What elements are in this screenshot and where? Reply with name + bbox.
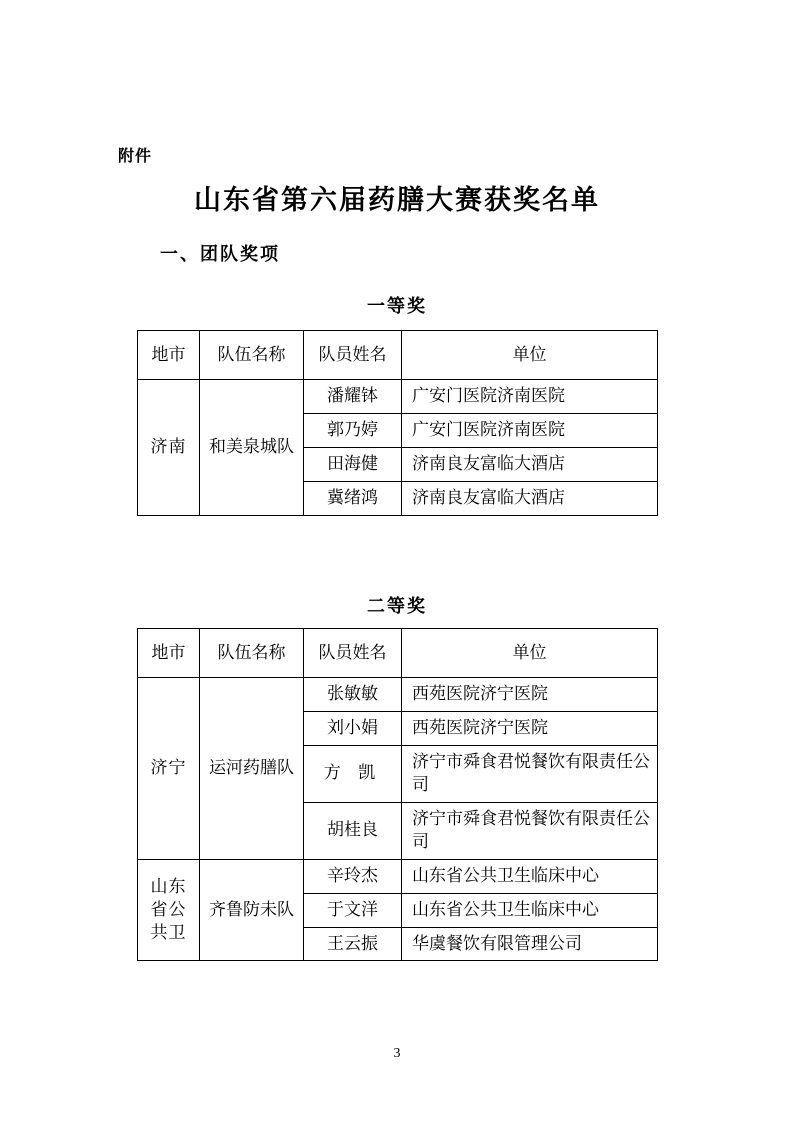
attachment-label: 附件 bbox=[118, 146, 153, 165]
cell-member: 田海健 bbox=[304, 447, 402, 481]
cell-unit: 华虞餐饮有限管理公司 bbox=[402, 927, 658, 961]
table-row bbox=[138, 678, 658, 712]
cell-member: 刘小娟 bbox=[304, 711, 402, 745]
section-heading: 一、团队奖项 bbox=[160, 244, 280, 265]
cell-unit: 济宁市舜食君悦餐饮有限责任公司 bbox=[402, 802, 658, 859]
cell-unit: 西苑医院济宁医院 bbox=[402, 711, 658, 745]
cell-member: 方 凯 bbox=[304, 745, 402, 802]
first-prize-table bbox=[137, 330, 658, 516]
cell-city: 济南 bbox=[138, 380, 200, 516]
cell-unit: 西苑医院济宁医院 bbox=[402, 678, 658, 712]
column-header-member: 队员姓名 bbox=[304, 629, 402, 678]
cell-unit: 济南良友富临大酒店 bbox=[402, 447, 658, 481]
table-row bbox=[138, 859, 658, 893]
cell-unit: 广安门医院济南医院 bbox=[402, 380, 658, 414]
column-header-city: 地市 bbox=[138, 629, 200, 678]
page-number: 3 bbox=[393, 1046, 401, 1061]
page-title: 山东省第六届药膳大赛获奖名单 bbox=[194, 185, 600, 216]
cell-member: 于文洋 bbox=[304, 893, 402, 927]
cell-unit: 山东省公共卫生临床中心 bbox=[402, 859, 658, 893]
cell-team: 和美泉城队 bbox=[200, 380, 304, 516]
cell-member: 张敏敏 bbox=[304, 678, 402, 712]
cell-member: 郭乃婷 bbox=[304, 413, 402, 447]
cell-unit: 济宁市舜食君悦餐饮有限责任公司 bbox=[402, 745, 658, 802]
table-row bbox=[138, 380, 658, 414]
column-header-unit: 单位 bbox=[402, 331, 658, 380]
cell-unit: 济南良友富临大酒店 bbox=[402, 481, 658, 515]
second-prize-caption: 二等奖 bbox=[367, 596, 427, 617]
cell-city: 山东省公共卫 bbox=[138, 859, 200, 961]
column-header-team: 队伍名称 bbox=[200, 331, 304, 380]
table-header-row bbox=[138, 629, 658, 678]
cell-member: 王云振 bbox=[304, 927, 402, 961]
cell-unit: 山东省公共卫生临床中心 bbox=[402, 893, 658, 927]
cell-team: 齐鲁防未队 bbox=[200, 859, 304, 961]
column-header-team: 队伍名称 bbox=[200, 629, 304, 678]
column-header-unit: 单位 bbox=[402, 629, 658, 678]
cell-member: 辛玲杰 bbox=[304, 859, 402, 893]
cell-member: 胡桂良 bbox=[304, 802, 402, 859]
cell-team: 运河药膳队 bbox=[200, 678, 304, 860]
first-prize-caption: 一等奖 bbox=[367, 296, 427, 317]
cell-city: 济宁 bbox=[138, 678, 200, 860]
cell-unit: 广安门医院济南医院 bbox=[402, 413, 658, 447]
cell-member: 潘耀钵 bbox=[304, 380, 402, 414]
table-header-row bbox=[138, 331, 658, 380]
second-prize-table bbox=[137, 628, 658, 961]
column-header-member: 队员姓名 bbox=[304, 331, 402, 380]
column-header-city: 地市 bbox=[138, 331, 200, 380]
cell-member: 冀绪鸿 bbox=[304, 481, 402, 515]
